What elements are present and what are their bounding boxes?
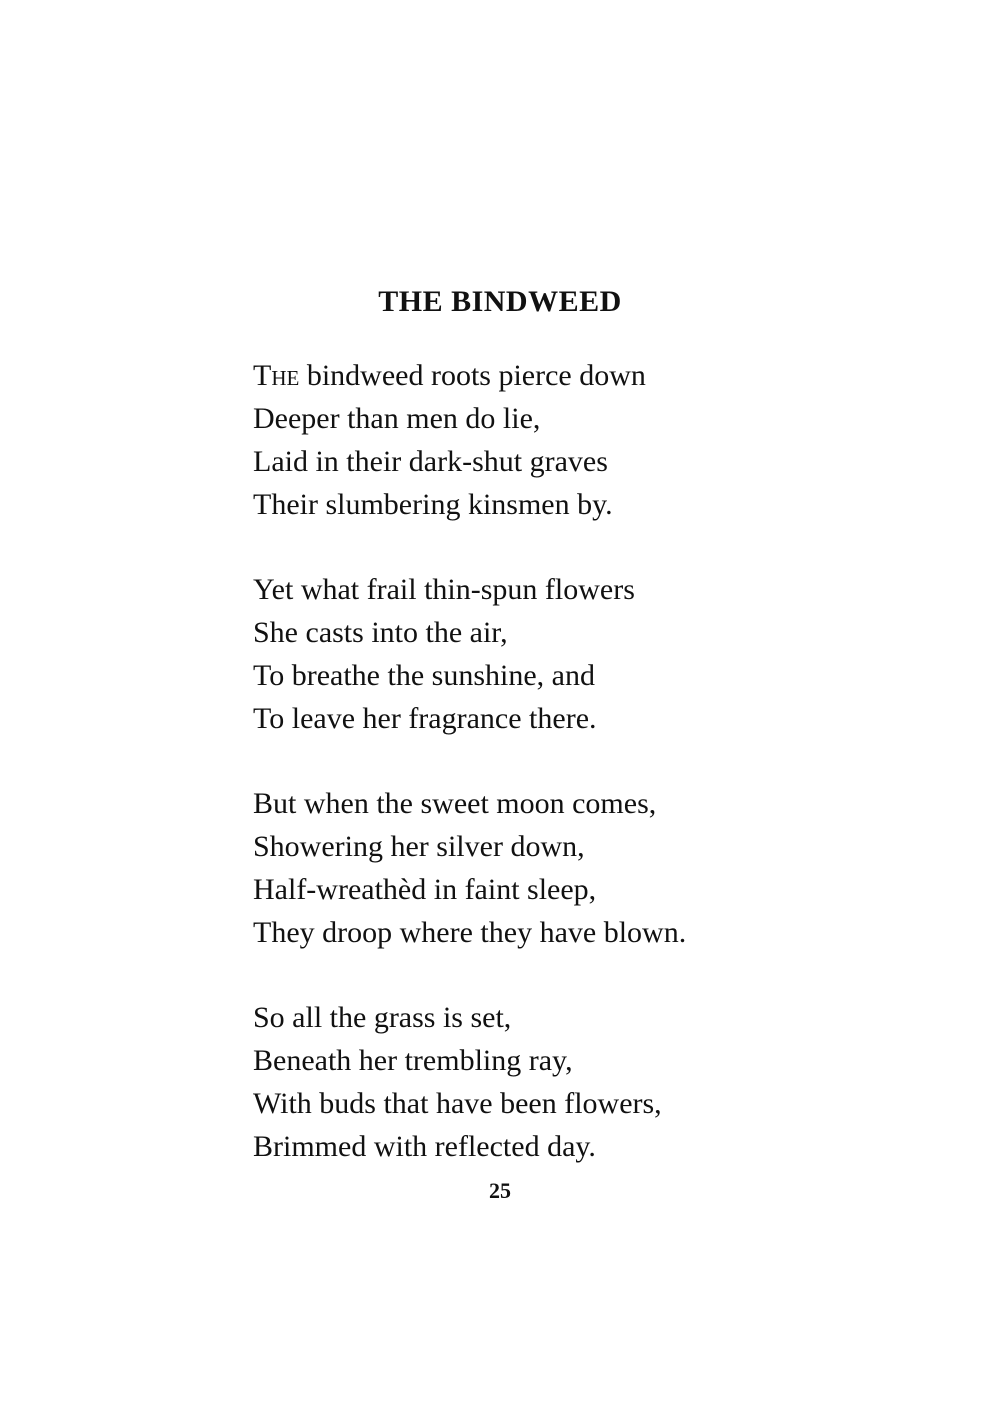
- poem-line: Yet what frail thin-spun flowers: [253, 573, 635, 606]
- poem-title: THE BINDWEED: [378, 285, 622, 318]
- stanza-1: [253, 354, 813, 526]
- poem-line: With buds that have been flowers,: [253, 1087, 662, 1120]
- page-number: 25: [489, 1178, 511, 1203]
- poem-line: Laid in their dark-shut graves: [253, 445, 608, 478]
- poem-body: [253, 354, 813, 1210]
- poem-line: Showering her silver down,: [253, 830, 585, 863]
- poem-line: To breathe the sunshine, and: [253, 659, 595, 692]
- stanza-4: [253, 996, 813, 1168]
- stanza-2: [253, 568, 813, 740]
- stanza-3: [253, 782, 813, 954]
- poem-line: Brimmed with reflected day.: [253, 1130, 596, 1163]
- first-line-rest: bindweed roots pierce down: [299, 359, 646, 392]
- poem-line: But when the sweet moon comes,: [253, 787, 657, 820]
- poem-line: Their slumbering kinsmen by.: [253, 488, 613, 521]
- poem-line: [253, 354, 813, 397]
- poem-line: To leave her fragrance there.: [253, 702, 597, 735]
- poem-line: Beneath her trembling ray,: [253, 1044, 573, 1077]
- poem-line: Deeper than men do lie,: [253, 402, 541, 435]
- poem-line: Half-wreathèd in faint sleep,: [253, 873, 597, 906]
- poem-line: She casts into the air,: [253, 616, 508, 649]
- poem-line: So all the grass is set,: [253, 1001, 512, 1034]
- drop-word: The: [253, 359, 300, 392]
- poem-line: They droop where they have blown.: [253, 916, 687, 949]
